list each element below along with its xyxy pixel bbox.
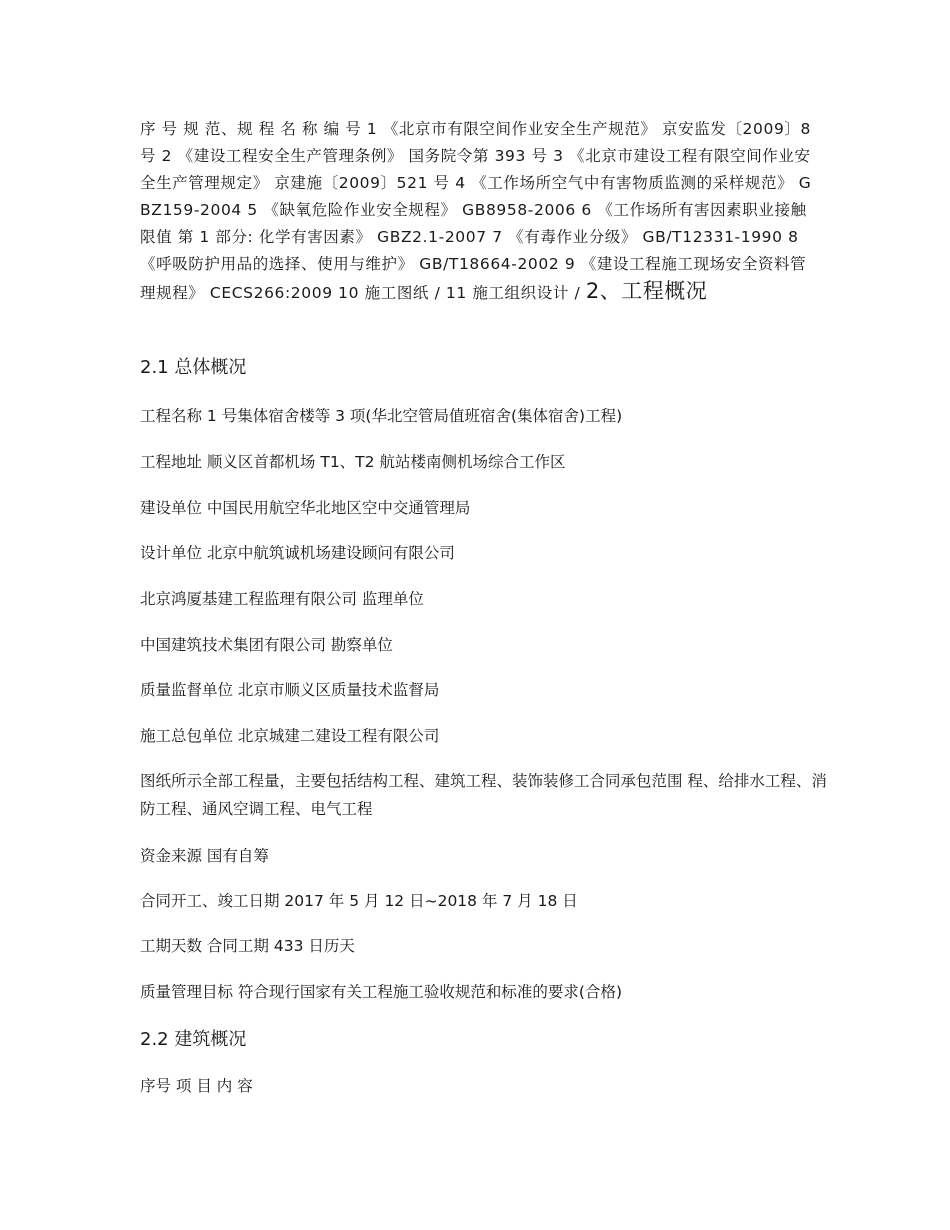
standards-list-text: 序 号 规 范、规 程 名 称 编 号 1 《北京市有限空间作业安全生产规范》 京安监发〔2009〕8 号 2 《建设工程安全生产管理条例》 国务院令第 393 号 3 《北京市建设工程有限空间作业安全生产管理规定》 京建施〔2009〕521 号 4 《工作场所空气中有害物质监测的采样规范》 GBZ159-2004 5 《缺氧危险作业安全规程》 GB8958-2006 6 《工作场所有害因素职业接触限值 第 1 部分: 化学有害因素》 GBZ2.1-2007 7 《有毒作业分级》 GB/T12331-1990 8 《呼吸防护用品的选择、使用与维护》 GB/T18664-2002 9 《建设工程施工现场安全资料管理规程》 CECS266:2009 10 施工图纸 / 11 施工组织设计 / <box>140 120 812 302</box>
section-2-2-heading: 2.2 建筑概况 <box>140 1029 247 1050</box>
general-contractor-row: 施工总包单位 北京城建二建设工程有限公司 <box>140 727 440 745</box>
standards-list-paragraph <box>140 116 820 307</box>
project-name-row: 工程名称 1 号集体宿舍楼等 3 项(华北空管局值班宿舍(集体宿舍)工程) <box>140 407 623 425</box>
contract-scope-row: 图纸所示全部工程量，主要包括结构工程、建筑工程、装饰装修工合同承包范围 程、给排水工程、消防工程、通风空调工程、电气工程 <box>140 772 827 818</box>
duration-row: 工期天数 合同工期 433 日历天 <box>140 937 355 955</box>
section-2-1-heading: 2.1 总体概况 <box>140 357 247 378</box>
quality-target-row: 质量管理目标 符合现行国家有关工程施工验收规范和标准的要求(合格) <box>140 983 623 1001</box>
supervision-unit-row: 北京鸿厦基建工程监理有限公司 监理单位 <box>140 590 424 608</box>
document-page <box>140 116 827 1095</box>
funding-source-row: 资金来源 国有自筹 <box>140 847 269 865</box>
design-unit-row: 设计单位 北京中航筑诚机场建设顾问有限公司 <box>140 544 455 562</box>
construction-unit-row: 建设单位 中国民用航空华北地区空中交通管理局 <box>140 499 471 517</box>
project-address-row: 工程地址 顺义区首都机场 T1、T2 航站楼南侧机场综合工作区 <box>140 453 566 471</box>
contract-dates-row: 合同开工、竣工日期 2017 年 5 月 12 日~2018 年 7 月 18 日 <box>140 892 578 910</box>
table-header-row: 序号 项 目 内 容 <box>140 1077 253 1095</box>
quality-supervision-row: 质量监督单位 北京市顺义区质量技术监督局 <box>140 681 440 699</box>
survey-unit-row: 中国建筑技术集团有限公司 勘察单位 <box>140 636 393 654</box>
section-2-heading: 2、工程概况 <box>585 279 708 303</box>
